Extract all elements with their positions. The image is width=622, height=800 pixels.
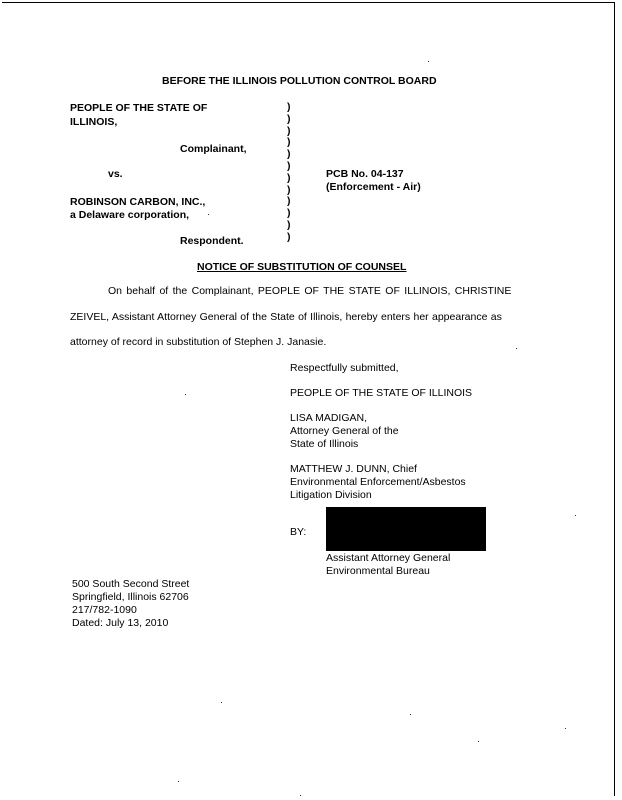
complainant-name-line1: PEOPLE OF THE STATE OF bbox=[70, 102, 208, 114]
scan-speck bbox=[575, 515, 576, 516]
chief-title-line1: Environmental Enforcement/Asbestos bbox=[290, 476, 466, 488]
notice-title: NOTICE OF SUBSTITUTION OF COUNSEL bbox=[197, 261, 407, 273]
closing-text: Respectfully submitted, bbox=[290, 362, 399, 374]
signer-title-line2: Environmental Bureau bbox=[326, 565, 430, 577]
chief-name: MATTHEW J. DUNN, Chief bbox=[290, 463, 417, 475]
attorney-general-name: LISA MADIGAN, bbox=[290, 412, 368, 424]
body-line-3: attorney of record in substitution of Stephen J. Janasie. bbox=[70, 336, 327, 348]
case-type: (Enforcement - Air) bbox=[326, 181, 421, 193]
respondent-description: a Delaware corporation, bbox=[70, 209, 190, 221]
case-number: PCB No. 04-137 bbox=[326, 168, 404, 180]
scan-speck bbox=[300, 795, 301, 796]
respondent-name: ROBINSON CARBON, INC., bbox=[70, 196, 206, 208]
date-line: Dated: July 13, 2010 bbox=[72, 617, 169, 629]
attorney-general-title-line1: Attorney General of the bbox=[290, 425, 399, 437]
signer-title-line1: Assistant Attorney General bbox=[326, 552, 451, 564]
respondent-role: Respondent. bbox=[180, 235, 244, 247]
scan-speck bbox=[208, 214, 209, 215]
scan-speck bbox=[565, 728, 566, 729]
scan-speck bbox=[478, 741, 479, 742]
address-city: Springfield, Illinois 62706 bbox=[72, 591, 189, 603]
chief-title-line2: Litigation Division bbox=[290, 489, 372, 501]
versus-label: vs. bbox=[108, 168, 123, 180]
address-street: 500 South Second Street bbox=[72, 578, 190, 590]
body-line-2: ZEIVEL, Assistant Attorney General of the State of Illinois, hereby enters her appearance as bbox=[70, 311, 502, 323]
scan-speck bbox=[185, 394, 186, 395]
complainant-name-line2: ILLINOIS, bbox=[70, 116, 118, 128]
scan-speck bbox=[410, 714, 411, 715]
by-label: BY: bbox=[290, 526, 307, 538]
address-phone: 217/782-1090 bbox=[72, 604, 137, 616]
scan-speck bbox=[221, 702, 222, 703]
attorney-general-title-line2: State of Illinois bbox=[290, 438, 359, 450]
complainant-role: Complainant, bbox=[180, 143, 247, 155]
scan-speck bbox=[178, 781, 179, 782]
scan-speck bbox=[516, 348, 517, 349]
scan-speck bbox=[428, 61, 429, 62]
body-line-1: On behalf of the Complainant, PEOPLE OF THE STATE OF ILLINOIS, CHRISTINE bbox=[108, 285, 512, 297]
redacted-signature-block bbox=[326, 507, 486, 551]
caption-paren-column: ) ) ) ) ) ) ) ) ) ) ) ) bbox=[287, 101, 291, 243]
board-heading: BEFORE THE ILLINOIS POLLUTION CONTROL BOARD bbox=[162, 75, 437, 87]
party-name: PEOPLE OF THE STATE OF ILLINOIS bbox=[290, 387, 473, 399]
